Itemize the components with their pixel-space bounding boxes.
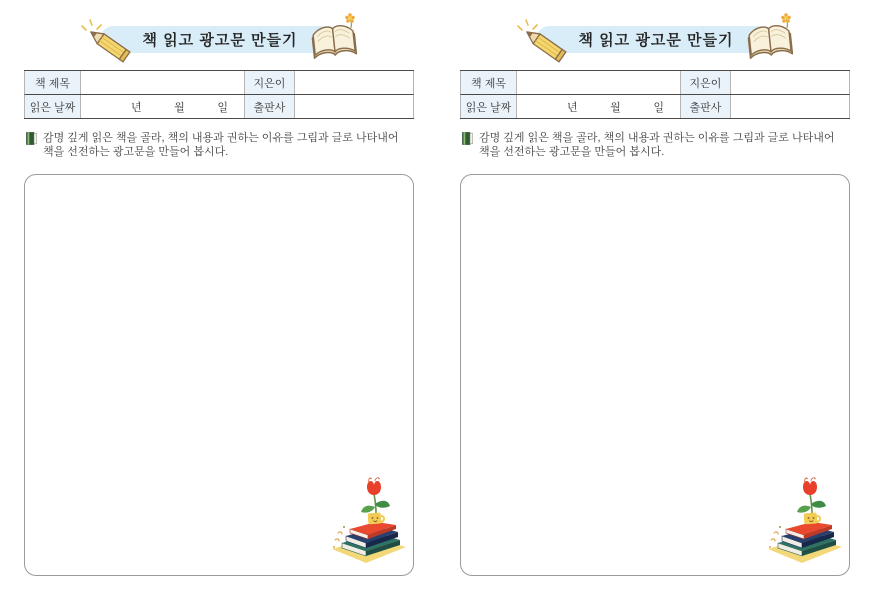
instruction-block bbox=[24, 131, 414, 159]
table-row bbox=[460, 71, 850, 95]
flower-books-illustration bbox=[330, 477, 408, 570]
instruction-block bbox=[460, 131, 850, 159]
worksheet-page-left bbox=[24, 0, 414, 576]
advertisement-drawing-area[interactable] bbox=[460, 174, 850, 576]
day-unit-label: 일 bbox=[217, 101, 228, 114]
author-field[interactable] bbox=[295, 71, 413, 94]
publisher-field[interactable] bbox=[731, 95, 849, 118]
publisher-field[interactable] bbox=[295, 95, 413, 118]
pencil-icon bbox=[516, 18, 570, 69]
year-unit-label: 년 bbox=[131, 101, 142, 114]
month-unit-label: 월 bbox=[610, 101, 621, 114]
publisher-label: 출판사 bbox=[681, 95, 731, 118]
advertisement-drawing-area[interactable] bbox=[24, 174, 414, 576]
title-banner bbox=[100, 26, 340, 53]
author-field[interactable] bbox=[731, 71, 849, 94]
table-row bbox=[460, 95, 850, 118]
worksheet-page-right bbox=[460, 0, 850, 576]
read-date-field[interactable] bbox=[81, 95, 245, 118]
author-label: 지은이 bbox=[681, 71, 731, 94]
year-unit-label: 년 bbox=[567, 101, 578, 114]
page-title: 책 읽고 광고문 만들기 bbox=[578, 32, 734, 49]
small-green-book-icon bbox=[462, 132, 473, 159]
table-row bbox=[24, 71, 414, 95]
instruction-text: 감명 깊게 읽은 책을 골라, 책의 내용과 권하는 이유를 그림과 글로 나타내어 책을 선전하는 광고문을 만들어 봅시다. bbox=[479, 132, 835, 158]
small-green-book-icon bbox=[26, 132, 37, 159]
page-header bbox=[24, 0, 414, 66]
read-date-field[interactable] bbox=[517, 95, 681, 118]
day-unit-label: 일 bbox=[653, 101, 664, 114]
page-header bbox=[460, 0, 850, 66]
author-label: 지은이 bbox=[245, 71, 295, 94]
book-title-label: 책 제목 bbox=[25, 71, 81, 94]
title-banner bbox=[536, 26, 776, 53]
book-info-table bbox=[24, 70, 414, 119]
read-date-label: 읽은 날짜 bbox=[461, 95, 517, 118]
open-book-icon bbox=[305, 12, 363, 69]
publisher-label: 출판사 bbox=[245, 95, 295, 118]
book-title-field[interactable] bbox=[81, 71, 245, 94]
read-date-label: 읽은 날짜 bbox=[25, 95, 81, 118]
pencil-icon bbox=[80, 18, 134, 69]
instruction-text: 감명 깊게 읽은 책을 골라, 책의 내용과 권하는 이유를 그림과 글로 나타내어 책을 선전하는 광고문을 만들어 봅시다. bbox=[43, 132, 399, 158]
open-book-icon bbox=[741, 12, 799, 69]
book-info-table bbox=[460, 70, 850, 119]
table-row bbox=[24, 95, 414, 118]
book-title-label: 책 제목 bbox=[461, 71, 517, 94]
book-title-field[interactable] bbox=[517, 71, 681, 94]
page-title: 책 읽고 광고문 만들기 bbox=[142, 32, 298, 49]
month-unit-label: 월 bbox=[174, 101, 185, 114]
flower-books-illustration bbox=[766, 477, 844, 570]
